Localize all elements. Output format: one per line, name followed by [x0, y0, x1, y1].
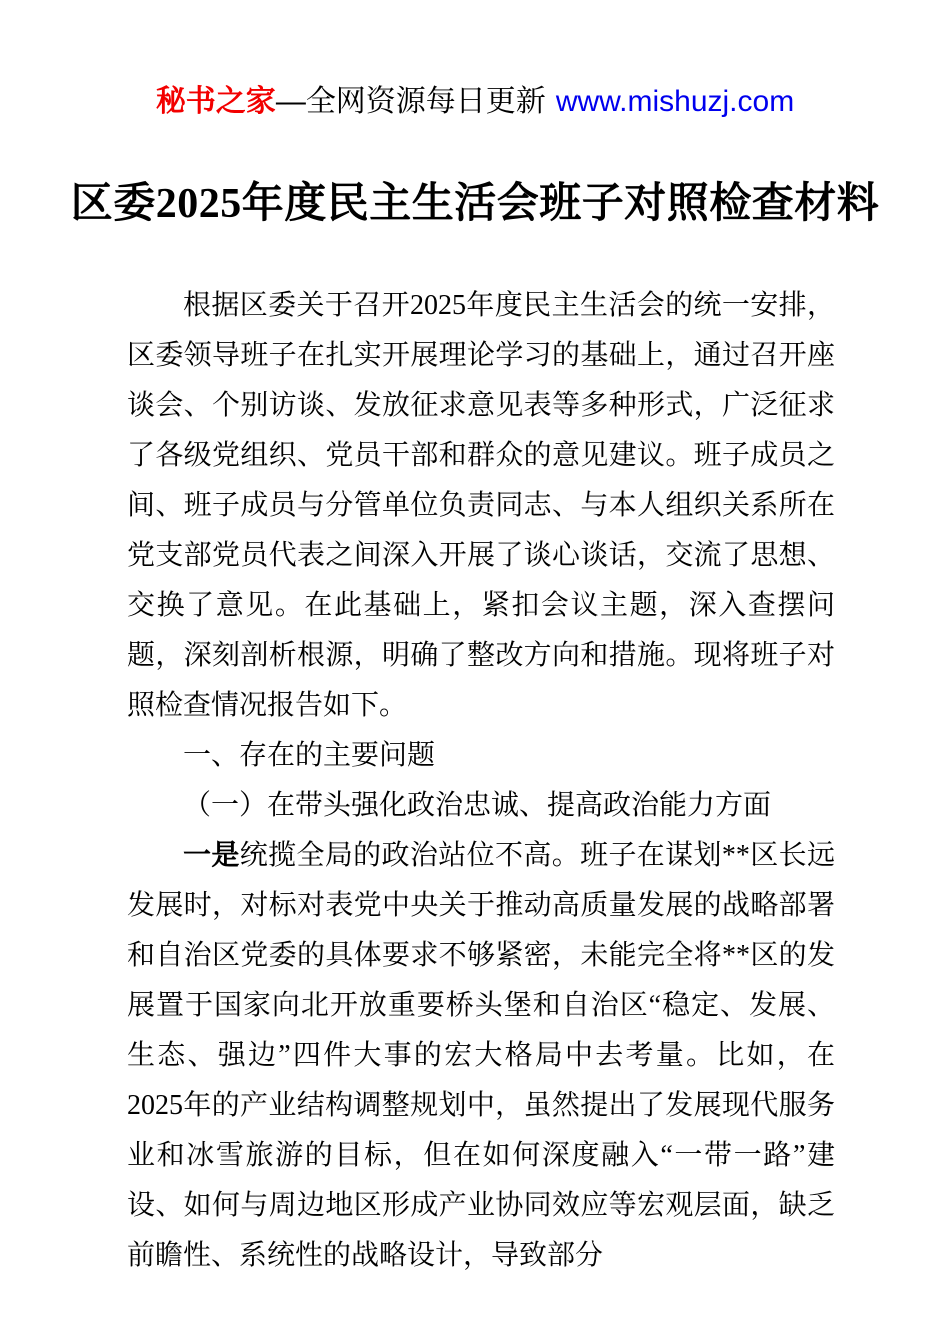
problem-paragraph-1 — [127, 831, 835, 1281]
site-tagline: —全网资源每日更新 — [275, 85, 546, 118]
document-body — [127, 281, 835, 1281]
site-header — [0, 84, 950, 120]
document-title: 区委2025年度民主生活会班子对照检查材料 — [70, 181, 880, 227]
site-url-link[interactable]: www.mishuzj.com — [555, 85, 795, 118]
intro-paragraph: 根据区委关于召开2025年度民主生活会的统一安排，区委领导班子在扎实开展理论学习的基础上，通过召开座谈会、个别访谈、发放征求意见表等多种形式，广泛征求了各级党组织、党员干部和群众的意见建议。班子成员之间、班子成员与分管单位负责同志、与本人组织关系所在党支部党员代表之间深入开展了谈心谈话，交流了思想、交换了意见。在此基础上，紧扣会议主题，深入查摆问题，深刻剖析根源，明确了整改方向和措施。现将班子对照检查情况报告如下。 — [127, 290, 835, 721]
site-brand: 秘书之家 — [155, 85, 276, 118]
problem-paragraph-1-text: 统揽全局的政治站位不高。班子在谋划**区长远发展时，对标对表党中央关于推动高质量发展的战略部署和自治区党委的具体要求不够紧密，未能完全将**区的发展置于国家向北开放重要桥头堡和自治区“稳定、发展、生态、强边”四件大事的宏大格局中去考量。比如，在2025年的产业结构调整规划中，虽然提出了发展现代服务业和冰雪旅游的目标，但在如何深度融入“一带一路”建设、如何与周边地区形成产业协同效应等宏观层面，缺乏前瞻性、系统性的战略设计，导致部分 — [127, 840, 835, 1271]
paragraph-lead-in: 一是 — [183, 840, 240, 871]
section-heading-1: 一、存在的主要问题 — [183, 740, 436, 771]
subsection-heading-1-1: （一）在带头强化政治忠诚、提高政治能力方面 — [183, 790, 772, 821]
